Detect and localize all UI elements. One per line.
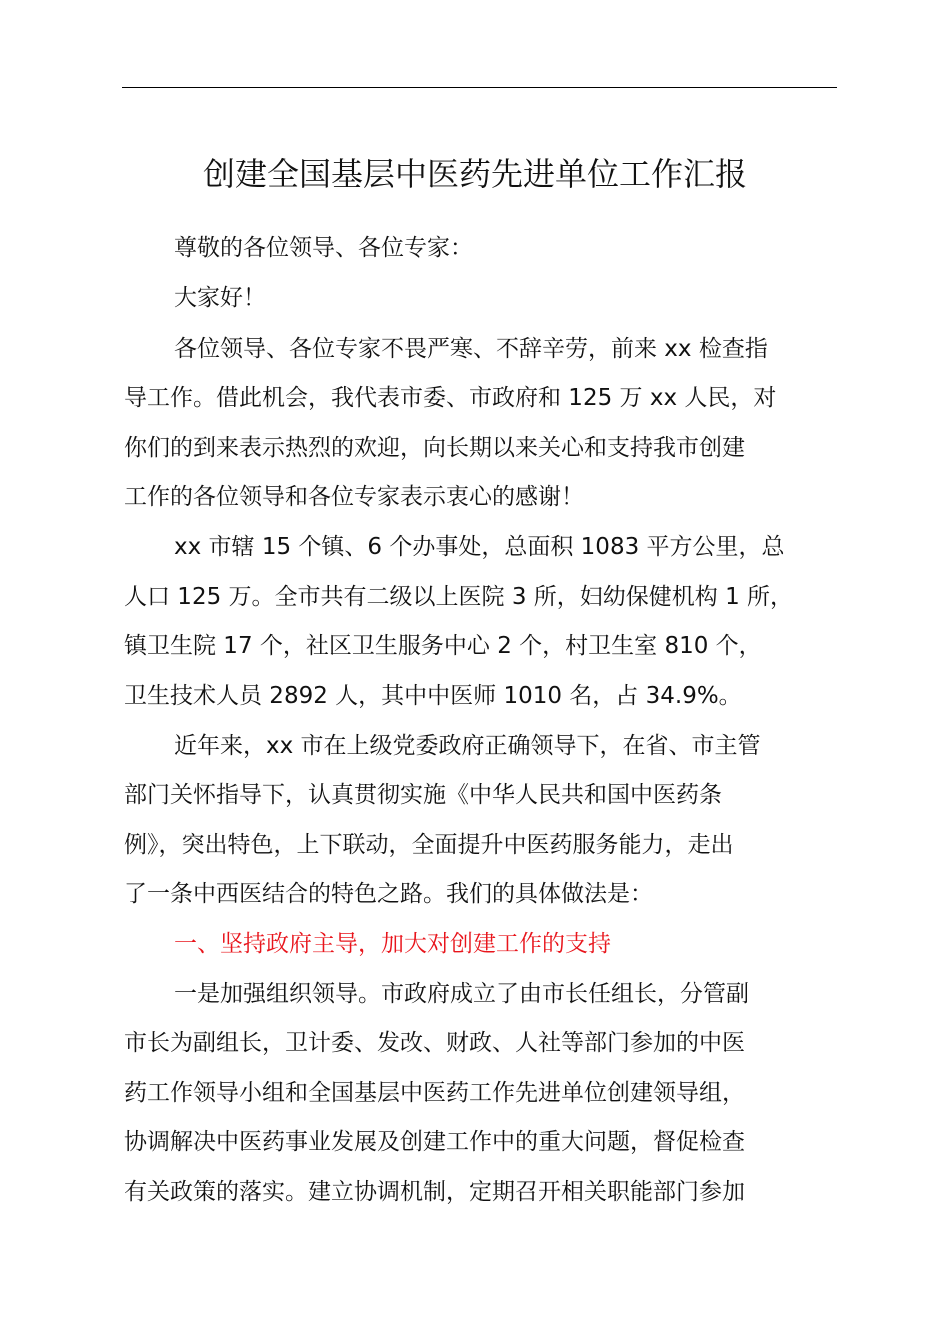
paragraph-line: 协调解决中医药事业发展及创建工作中的重大问题，督促检查	[124, 1129, 745, 1155]
paragraph-line: 部门关怀指导下，认真贯彻实施《中华人民共和国中医药条	[124, 782, 722, 808]
salutation: 尊敬的各位领导、各位专家：	[174, 235, 473, 261]
paragraph-line: 了一条中西医结合的特色之路。我们的具体做法是：	[124, 881, 653, 907]
paragraph-line: 人口 125 万。全市共有二级以上医院 3 所，妇幼保健机构 1 所，	[124, 584, 794, 610]
paragraph-line: 工作的各位领导和各位专家表示衷心的感谢！	[124, 484, 584, 510]
header-rule	[122, 87, 837, 88]
document-title: 创建全国基层中医药先进单位工作汇报	[202, 155, 747, 193]
paragraph-line: 近年来，xx 市在上级党委政府正确领导下，在省、市主管	[174, 733, 761, 759]
paragraph-line: 导工作。借此机会，我代表市委、市政府和 125 万 xx 人民，对	[124, 385, 777, 411]
section-heading: 一、坚持政府主导，加大对创建工作的支持	[174, 931, 611, 957]
paragraph-line: 药工作领导小组和全国基层中医药工作先进单位创建领导组，	[124, 1080, 745, 1106]
paragraph-line: 你们的到来表示热烈的欢迎，向长期以来关心和支持我市创建	[124, 435, 745, 461]
paragraph-line: xx 市辖 15 个镇、6 个办事处，总面积 1083 平方公里，总	[174, 534, 785, 560]
paragraph-line: 卫生技术人员 2892 人，其中中医师 1010 名，占 34.9%。	[124, 683, 742, 709]
paragraph-line: 例》，突出特色，上下联动，全面提升中医药服务能力，走出	[124, 832, 734, 858]
paragraph-line: 各位领导、各位专家不畏严寒、不辞辛劳，前来 xx 检查指	[174, 336, 768, 362]
greeting: 大家好！	[174, 285, 266, 311]
paragraph-line: 有关政策的落实。建立协调机制，定期召开相关职能部门参加	[124, 1179, 745, 1205]
paragraph-line: 市长为副组长，卫计委、发改、财政、人社等部门参加的中医	[124, 1030, 745, 1056]
paragraph-line: 一是加强组织领导。市政府成立了由市长任组长，分管副	[174, 981, 749, 1007]
paragraph-line: 镇卫生院 17 个，社区卫生服务中心 2 个，村卫生室 810 个，	[124, 633, 762, 659]
